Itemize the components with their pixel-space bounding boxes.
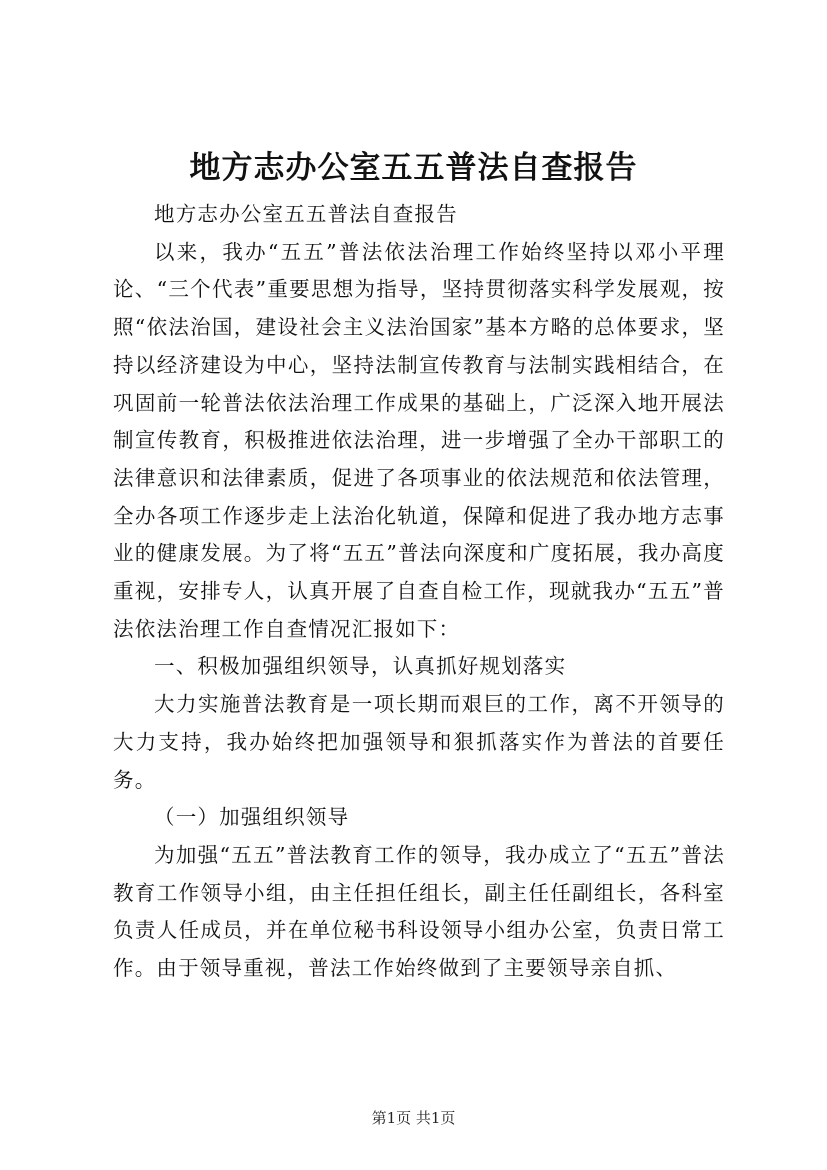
document-title: 地方志办公室五五普法自查报告 — [189, 150, 638, 186]
section-heading: 一、积极加强组织领导，认真抓好规划落实 — [154, 654, 567, 679]
subtitle-paragraph: 地方志办公室五五普法自查报告 — [154, 202, 458, 226]
page-number-footer: 第1页 共1页 — [371, 1109, 456, 1127]
section-paragraph: 大力实施普法教育是一项长期而艰巨的工作，离不开领导的大力支持，我办始终把加强领导和狠抓落实作为普法的首要任务。 — [113, 692, 725, 792]
intro-paragraph: 以来，我办“五五”普法依法治理工作始终坚持以邓小平理论、“三个代表”重要思想为指导，坚持贯彻落实科学发展观，按照“依法治国，建设社会主义法治国家”基本方略的总体要求，坚持以经济建设为中心，坚持法制宣传教育与法制实践相结合，在巩固前一轮普法依法治理工作成果的基础上，广泛深入地开展法制宣传教育，积极推进依法治理，进一步增强了全办干部职工的法律意识和法律素质，促进了各项事业的依法规范和依法管理，全办各项工作逐步走上法治化轨道，保障和促进了我办地方志事业的健康发展。为了将“五五”普法向深度和广度拓展，我办高度重视，安排专人，认真开展了自查自检工作，现就我办“五五”普法依法治理工作自查情况汇报如下： — [113, 239, 725, 641]
document-body — [113, 196, 725, 988]
subsection-heading: （一）加强组织领导 — [154, 805, 350, 830]
subsection-paragraph: 为加强“五五”普法教育工作的领导，我办成立了“五五”普法教育工作领导小组，由主任担任组长，副主任任副组长，各科室负责人任成员，并在单位秘书科设领导小组办公室，负责日常工作。由于领导重视，普法工作始终做到了主要领导亲自抓、 — [113, 842, 725, 981]
